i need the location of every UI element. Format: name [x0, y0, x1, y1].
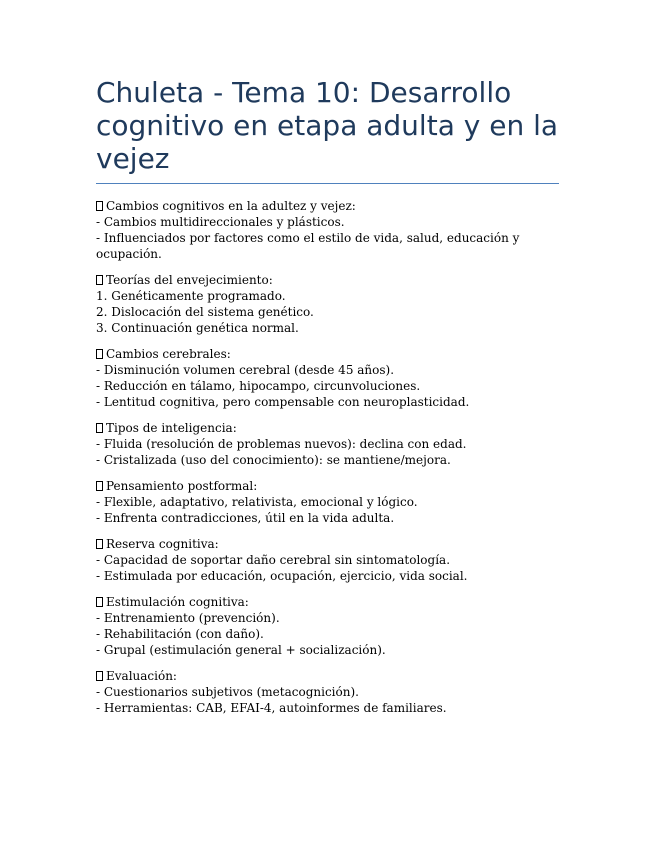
section-cambios-cognitivos	[96, 198, 559, 262]
missing-glyph-icon	[96, 349, 103, 359]
section-teorias-envejecimiento	[96, 272, 559, 336]
section-heading	[96, 478, 559, 494]
section-heading	[96, 420, 559, 436]
section-heading	[96, 536, 559, 552]
section-heading-text: Tipos de inteligencia:	[106, 421, 237, 435]
section-line: - Reducción en tálamo, hipocampo, circunvoluciones.	[96, 379, 421, 393]
sections-container	[96, 198, 559, 716]
section-heading-text: Reserva cognitiva:	[106, 537, 219, 551]
missing-glyph-icon	[96, 671, 103, 681]
missing-glyph-icon	[96, 275, 103, 285]
section-heading-text: Estimulación cognitiva:	[106, 595, 249, 609]
section-line: - Estimulada por educación, ocupación, ejercicio, vida social.	[96, 569, 468, 583]
section-line: - Grupal (estimulación general + socialización).	[96, 643, 386, 657]
section-line: - Cristalizada (uso del conocimiento): se mantiene/mejora.	[96, 453, 451, 467]
section-estimulacion-cognitiva	[96, 594, 559, 658]
section-line: - Herramientas: CAB, EFAI-4, autoinformes de familiares.	[96, 701, 447, 715]
section-line: 3. Continuación genética normal.	[96, 321, 299, 335]
section-line: 2. Dislocación del sistema genético.	[96, 305, 314, 319]
section-heading-text: Cambios cognitivos en la adultez y vejez:	[106, 199, 356, 213]
section-tipos-inteligencia	[96, 420, 559, 468]
section-heading-text: Evaluación:	[106, 669, 177, 683]
section-line: - Disminución volumen cerebral (desde 45 años).	[96, 363, 395, 377]
section-line: - Fluida (resolución de problemas nuevos): declina con edad.	[96, 437, 467, 451]
section-heading	[96, 346, 559, 362]
section-line: - Cambios multidireccionales y plásticos.	[96, 215, 345, 229]
missing-glyph-icon	[96, 597, 103, 607]
document-title: Chuleta - Tema 10: Desarrollo cognitivo en etapa adulta y en la vejez	[96, 76, 559, 175]
section-heading-text: Cambios cerebrales:	[106, 347, 231, 361]
section-evaluacion	[96, 668, 559, 716]
section-line: - Cuestionarios subjetivos (metacognición).	[96, 685, 359, 699]
section-heading	[96, 198, 559, 214]
section-line: 1. Genéticamente programado.	[96, 289, 286, 303]
section-heading	[96, 594, 559, 610]
missing-glyph-icon	[96, 201, 103, 211]
section-pensamiento-postformal	[96, 478, 559, 526]
missing-glyph-icon	[96, 423, 103, 433]
section-line: - Flexible, adaptativo, relativista, emocional y lógico.	[96, 495, 418, 509]
section-heading-text: Pensamiento postformal:	[106, 479, 258, 493]
missing-glyph-icon	[96, 539, 103, 549]
document-page	[96, 76, 559, 726]
section-heading	[96, 668, 559, 684]
section-line: - Rehabilitación (con daño).	[96, 627, 264, 641]
section-line: - Capacidad de soportar daño cerebral sin sintomatología.	[96, 553, 451, 567]
section-line: - Enfrenta contradicciones, útil en la vida adulta.	[96, 511, 395, 525]
title-divider	[96, 183, 559, 184]
missing-glyph-icon	[96, 481, 103, 491]
section-reserva-cognitiva	[96, 536, 559, 584]
section-line: - Influenciados por factores como el estilo de vida, salud, educación y ocupación.	[96, 231, 520, 261]
section-heading	[96, 272, 559, 288]
section-line: - Entrenamiento (prevención).	[96, 611, 280, 625]
section-cambios-cerebrales	[96, 346, 559, 410]
section-line: - Lentitud cognitiva, pero compensable con neuroplasticidad.	[96, 395, 470, 409]
section-heading-text: Teorías del envejecimiento:	[106, 273, 273, 287]
